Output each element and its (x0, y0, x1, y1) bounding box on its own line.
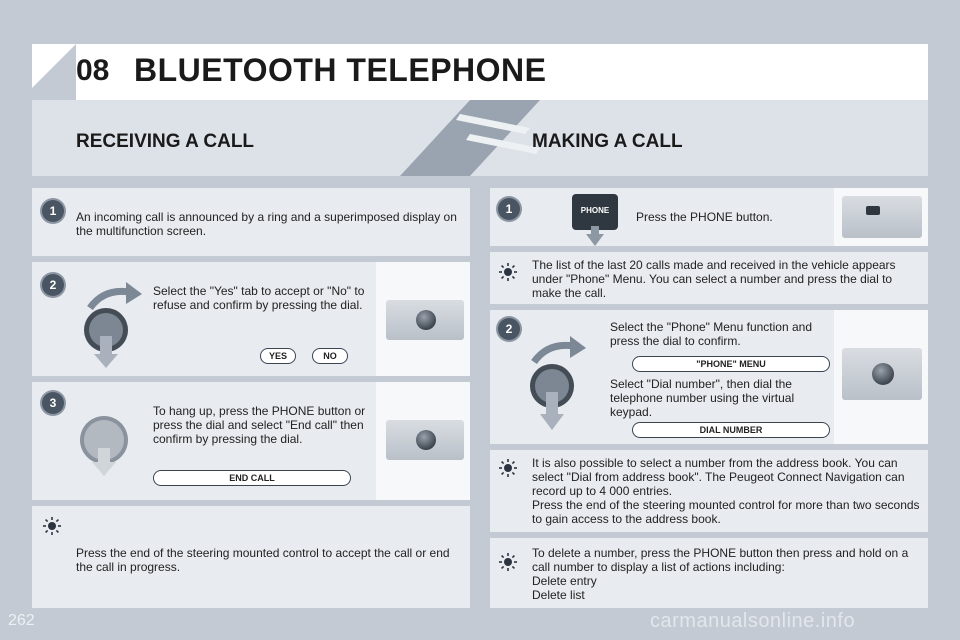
end-call-tab: END CALL (153, 470, 351, 486)
step-number-badge: 2 (42, 274, 64, 296)
tip-lightbulb-icon (42, 516, 62, 536)
dial-knob (416, 310, 436, 330)
tip-lightbulb-icon (498, 458, 518, 478)
chapter-corner (32, 44, 76, 100)
step-text: An incoming call is announced by a ring and a superimposed display on the multifunction screen. (76, 210, 457, 238)
dial-press-icon (520, 334, 590, 438)
yes-tab: YES (260, 348, 296, 364)
tip-text: Press the end of the steering mounted control to accept the call or end the call in progress. (76, 546, 450, 574)
header-decoration (400, 100, 540, 176)
making-tip-1 (490, 252, 928, 304)
step-text: Press the PHONE button. (636, 210, 773, 224)
no-tab: NO (312, 348, 348, 364)
making-tip-3 (490, 538, 928, 608)
device-image-box (834, 310, 928, 444)
audio-unit-image (386, 300, 464, 340)
step-number-badge: 1 (498, 198, 520, 220)
step-text: Select "Dial number", then dial the telephone number using the virtual keypad. (610, 377, 795, 419)
receiving-tip (32, 506, 470, 608)
watermark: carmanualsonline.info (650, 610, 856, 632)
step-text: Select the "Phone" Menu function and press the dial to confirm. (610, 320, 812, 348)
step-text: To hang up, press the PHONE button or press the dial and select "End call" then confirm by pressing the dial. (153, 404, 366, 446)
tip-lightbulb-icon (498, 262, 518, 282)
tip-text: It is also possible to select a number from the address book. You can select "Dial from address book". The Peugeot Connect Navigation can record up to 4 000 entries. Press the end of the steering mounted control for more than two seconds to gain access to the address book. (532, 456, 920, 526)
phone-key-highlight (866, 206, 880, 215)
tip-text: The list of the last 20 calls made and received in the vehicle appears under "Phone" Menu. You can select a number and press the dial to make the call. (532, 258, 896, 300)
device-image-box (376, 262, 470, 376)
dial-press-icon (76, 278, 146, 368)
tip-lightbulb-icon (498, 552, 518, 572)
making-step-1 (490, 188, 928, 246)
chapter-number: 08 (76, 54, 110, 87)
dial-knob (416, 430, 436, 450)
receiving-step-1 (32, 188, 470, 256)
phone-menu-tab: "PHONE" MENU (632, 356, 830, 372)
making-tip-2 (490, 450, 928, 532)
press-arrow-icon (585, 226, 605, 246)
step-number-badge: 2 (498, 318, 520, 340)
receiving-step-3 (32, 382, 470, 500)
step-number-badge: 1 (42, 200, 64, 222)
making-step-2 (490, 310, 928, 444)
phone-button-label: PHONE (580, 206, 610, 215)
phone-button-image (572, 194, 618, 230)
page-number: 262 (8, 612, 35, 629)
dial-number-tab: DIAL NUMBER (632, 422, 830, 438)
step-number-badge: 3 (42, 392, 64, 414)
section-title-making: MAKING A CALL (532, 131, 683, 152)
receiving-step-2 (32, 262, 470, 376)
tip-text: To delete a number, press the PHONE button then press and hold on a call number to display a list of actions including: Delete entry Delete list (532, 546, 909, 602)
step-text: Select the "Yes" tab to accept or "No" to refuse and confirm by pressing the dial. (153, 284, 365, 312)
dial-icon (76, 408, 132, 478)
page-title: BLUETOOTH TELEPHONE (134, 52, 547, 88)
device-image-box (834, 188, 928, 246)
section-title-receiving: RECEIVING A CALL (76, 131, 255, 152)
dial-knob (872, 363, 894, 385)
device-image-box (376, 382, 470, 500)
audio-unit-image (386, 420, 464, 460)
audio-unit-image (842, 348, 922, 400)
audio-unit-image (842, 196, 922, 238)
